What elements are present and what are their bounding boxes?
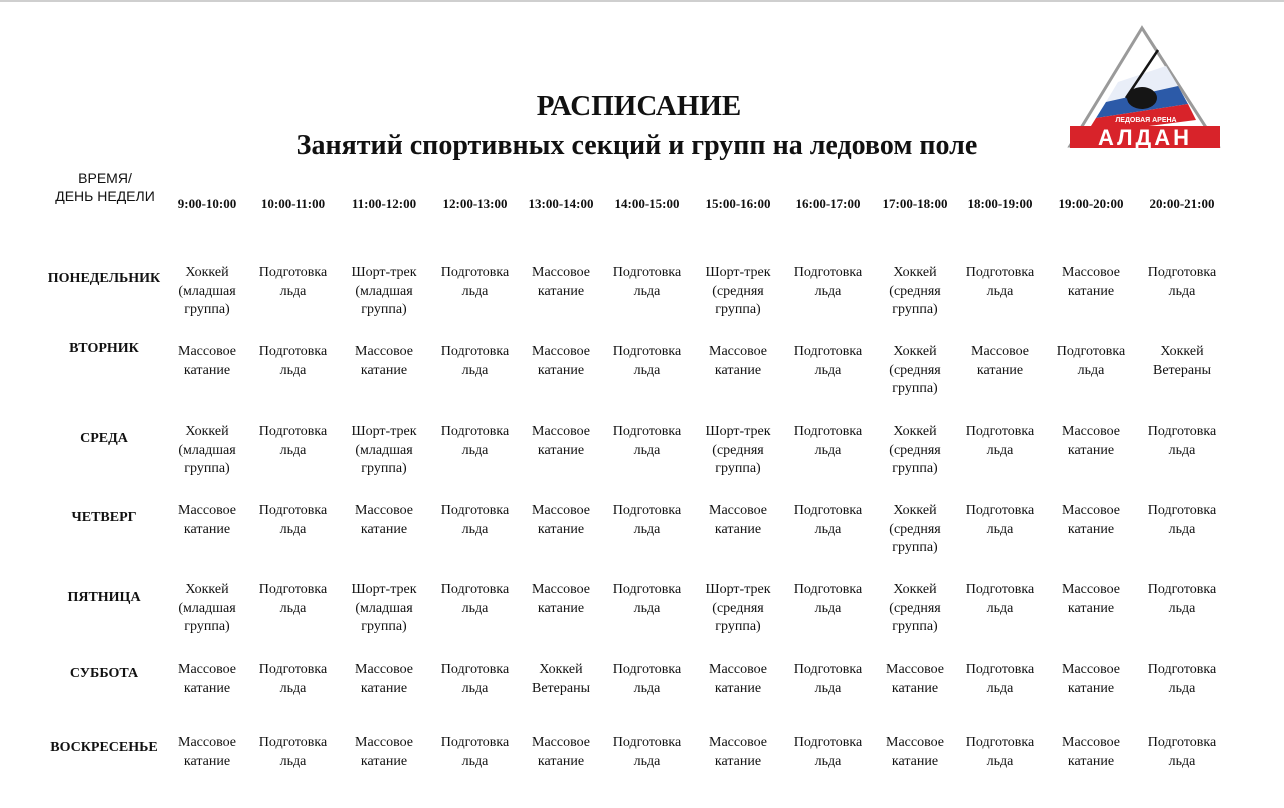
cell-text-line: катание [891,753,939,769]
corner-header [40,169,170,205]
schedule-cell [243,423,343,460]
cell-text-line: Подготовка [440,662,510,677]
page-subtitle: Занятий спортивных секций и групп на ледовом поле [296,130,978,161]
cell-text-line: льда [633,442,661,458]
schedule-cell [425,343,525,380]
schedule-cell [157,734,257,771]
cell-text-line: катание [1067,521,1115,537]
day-label: ЧЕТВЕРГ [71,510,137,525]
cell-text-line: Подготовка [965,662,1035,677]
cell-text-line: группа) [715,302,761,317]
schedule-cell [1041,343,1141,380]
schedule-cell [511,423,611,460]
aldan-arena-logo [1066,24,1224,152]
schedule-cell [597,343,697,380]
schedule-cell [334,581,434,637]
cell-text-line: Подготовка [258,582,328,597]
cell-text-line: льда [1168,753,1196,769]
schedule-cell [243,343,343,380]
cell-text-line: Массовое [1062,503,1120,518]
cell-text-line: Хоккей [893,265,937,280]
cell-text-line: Подготовка [793,735,863,750]
cell-text-line: Массовое [1062,662,1120,677]
time-slot-header: 19:00-20:00 [1058,196,1124,211]
cell-text-line: катание [537,283,585,299]
day-label: ВТОРНИК [69,341,139,356]
cell-text-line: Шорт-трек [705,424,771,439]
cell-text-line: льда [279,283,307,299]
cell-text-line: (средняя [889,283,941,299]
cell-text-line: льда [986,442,1014,458]
cell-text-line: льда [814,680,842,696]
cell-text-line: льда [814,600,842,616]
cell-text-line: Подготовка [965,503,1035,518]
cell-text-line: льда [461,600,489,616]
cell-text-line: Массовое [355,662,413,677]
schedule-cell [597,661,697,698]
schedule-cell [1132,264,1232,301]
cell-text-line: катание [1067,680,1115,696]
time-slot-header: 11:00-12:00 [351,196,417,211]
cell-text-line: Подготовка [612,265,682,280]
day-label: СУББОТА [69,666,139,681]
cell-text-line: Подготовка [1147,582,1217,597]
cell-text-line: Подготовка [965,582,1035,597]
cell-text-line: катание [537,753,585,769]
cell-text-line: (средняя [712,283,764,299]
cell-text-line: катание [360,521,408,537]
cell-text-line: льда [814,283,842,299]
cell-text-line: (средняя [889,362,941,378]
schedule-cell [950,264,1050,301]
schedule-cell [425,734,525,771]
cell-text-line: Подготовка [793,344,863,359]
schedule-cell [597,423,697,460]
schedule-cell [950,423,1050,460]
cell-text-line: Подготовка [965,265,1035,280]
schedule-cell [157,343,257,380]
cell-text-line: Хоккей [185,265,229,280]
day-label: ВОСКРЕСЕНЬЕ [50,740,158,755]
cell-text-line: Массовое [178,662,236,677]
cell-text-line: Хоккей [185,424,229,439]
time-slot-header: 15:00-16:00 [705,196,771,211]
cell-text-line: катание [537,442,585,458]
cell-text-line: (средняя [889,442,941,458]
cell-text-line: Массовое [178,735,236,750]
schedule-cell [511,734,611,771]
cell-text-line: (средняя [712,442,764,458]
time-slot-header: 13:00-14:00 [528,196,594,211]
schedule-cell [157,661,257,698]
cell-text-line: группа) [892,302,938,317]
cell-text-line: Подготовка [1147,424,1217,439]
cell-text-line: Подготовка [612,735,682,750]
cell-text-line: льда [1168,442,1196,458]
schedule-cell [778,343,878,380]
cell-text-line: Массовое [178,344,236,359]
schedule-cell [334,734,434,771]
cell-text-line: катание [537,600,585,616]
schedule-cell [688,423,788,479]
schedule-cell [1041,502,1141,539]
cell-text-line: группа) [892,381,938,396]
cell-text-line: Подготовка [612,344,682,359]
cell-text-line: льда [814,362,842,378]
time-slot-header: 14:00-15:00 [614,196,680,211]
schedule-cell [511,343,611,380]
cell-text-line: Массовое [709,735,767,750]
cell-text-line: Подготовка [1147,503,1217,518]
cell-text-line: (средняя [889,600,941,616]
schedule-cell [1132,734,1232,771]
cell-text-line: льда [461,362,489,378]
schedule-cell [425,502,525,539]
cell-text-line: катание [714,362,762,378]
cell-text-line: Подготовка [1056,344,1126,359]
cell-text-line: группа) [184,619,230,634]
cell-text-line: катание [360,753,408,769]
cell-text-line: льда [986,521,1014,537]
logo-name: АЛДАН [1097,125,1193,150]
cell-text-line: Подготовка [258,424,328,439]
schedule-cell [778,661,878,698]
time-slot-header: 20:00-21:00 [1149,196,1215,211]
schedule-cell [511,502,611,539]
schedule-cell [1041,581,1141,618]
cell-text-line: Подготовка [440,582,510,597]
cell-text-line: катание [1067,600,1115,616]
cell-text-line: льда [633,680,661,696]
cell-text-line: катание [360,680,408,696]
cell-text-line: группа) [184,461,230,476]
cell-text-line: Подготовка [258,265,328,280]
schedule-cell [243,734,343,771]
cell-text-line: Массовое [709,662,767,677]
schedule-cell [688,502,788,539]
cell-text-line: Подготовка [793,424,863,439]
cell-text-line: Массовое [709,503,767,518]
schedule-cell [597,502,697,539]
page-title: РАСПИСАНИЕ [536,90,742,122]
cell-text-line: Подготовка [965,424,1035,439]
cell-text-line: Шорт-трек [351,582,417,597]
cell-text-line: Массовое [1062,424,1120,439]
schedule-cell [778,581,878,618]
schedule-cell [688,343,788,380]
cell-text-line: катание [360,362,408,378]
schedule-cell [511,581,611,618]
cell-text-line: Хоккей [893,582,937,597]
cell-text-line: Хоккей [185,582,229,597]
schedule-cell [1132,423,1232,460]
schedule-cell [334,423,434,479]
cell-text-line: Массовое [532,503,590,518]
schedule-cell [778,264,878,301]
cell-text-line: Хоккей [893,503,937,518]
cell-text-line: Массовое [532,582,590,597]
cell-text-line: льда [461,753,489,769]
cell-text-line: Шорт-трек [705,582,771,597]
cell-text-line: (средняя [889,521,941,537]
cell-text-line: Массовое [532,735,590,750]
cell-text-line: Подготовка [258,344,328,359]
cell-text-line: льда [279,600,307,616]
cell-text-line: Подготовка [258,503,328,518]
schedule-cell [950,502,1050,539]
schedule-cell [243,581,343,618]
cell-text-line: льда [633,362,661,378]
schedule-cell [1041,661,1141,698]
schedule-cell [688,264,788,320]
time-slot-header: 10:00-11:00 [260,196,326,211]
schedule-cell [243,661,343,698]
schedule-cell [334,661,434,698]
cell-text-line: катание [1067,442,1115,458]
cell-text-line: (младшая [178,283,236,299]
cell-text-line: группа) [715,461,761,476]
schedule-cell [334,502,434,539]
cell-text-line: льда [1168,680,1196,696]
cell-text-line: Массовое [532,424,590,439]
cell-text-line: Массовое [886,735,944,750]
cell-text-line: льда [279,521,307,537]
cell-text-line: катание [714,753,762,769]
cell-text-line: Хоккей [893,424,937,439]
cell-text-line: Массовое [1062,265,1120,280]
cell-text-line: льда [633,753,661,769]
cell-text-line: Хоккей [893,344,937,359]
schedule-cell [1132,661,1232,698]
schedule-cell [778,502,878,539]
time-slot-header: 16:00-17:00 [795,196,861,211]
cell-text-line: Подготовка [1147,735,1217,750]
cell-text-line: Подготовка [1147,265,1217,280]
top-border-line [0,0,1284,2]
schedule-cell [597,734,697,771]
schedule-cell [157,581,257,637]
cell-text-line: Подготовка [612,503,682,518]
schedule-cell [1041,423,1141,460]
cell-text-line: группа) [361,302,407,317]
cell-text-line: льда [1077,362,1105,378]
cell-text-line: Подготовка [440,265,510,280]
cell-text-line: льда [986,753,1014,769]
schedule-cell [688,734,788,771]
cell-text-line: Хоккей [1160,344,1204,359]
puck-icon [1127,87,1157,109]
cell-text-line: Подготовка [612,662,682,677]
time-slot-header: 9:00-10:00 [177,196,237,211]
cell-text-line: (младшая [178,442,236,458]
time-slot-header: 12:00-13:00 [442,196,508,211]
cell-text-line: (младшая [355,283,413,299]
schedule-cell [950,581,1050,618]
cell-text-line: Подготовка [258,735,328,750]
schedule-cell [950,661,1050,698]
schedule-cell [511,264,611,301]
cell-text-line: Массовое [355,503,413,518]
cell-text-line: Подготовка [440,344,510,359]
cell-text-line: Подготовка [440,735,510,750]
cell-text-line: Шорт-трек [351,265,417,280]
schedule-cell [688,581,788,637]
cell-text-line: Подготовка [793,662,863,677]
cell-text-line: льда [279,753,307,769]
schedule-cell [950,734,1050,771]
schedule-cell [1041,734,1141,771]
cell-text-line: льда [633,521,661,537]
schedule-cell [950,343,1050,380]
schedule-cell [157,423,257,479]
cell-text-line: группа) [184,302,230,317]
cell-text-line: льда [633,283,661,299]
schedule-cell [334,343,434,380]
schedule-cell [243,502,343,539]
cell-text-line: льда [461,442,489,458]
cell-text-line: группа) [892,540,938,555]
cell-text-line: Подготовка [440,424,510,439]
cell-text-line: Массовое [971,344,1029,359]
cell-text-line: катание [714,521,762,537]
day-label: ПЯТНИЦА [67,590,141,605]
corner-header-day: ДЕНЬ НЕДЕЛИ [55,188,155,204]
cell-text-line: (младшая [178,600,236,616]
cell-text-line: катание [976,362,1024,378]
cell-text-line: Ветераны [1153,362,1211,378]
schedule-cell [425,423,525,460]
cell-text-line: Хоккей [539,662,583,677]
cell-text-line: льда [986,600,1014,616]
cell-text-line: Массовое [532,344,590,359]
cell-text-line: льда [279,442,307,458]
cell-text-line: Массовое [709,344,767,359]
cell-text-line: Массовое [178,503,236,518]
cell-text-line: льда [461,283,489,299]
schedule-cell [778,734,878,771]
cell-text-line: Подготовка [1147,662,1217,677]
cell-text-line: льда [1168,600,1196,616]
schedule-cell [1132,581,1232,618]
cell-text-line: группа) [361,619,407,634]
cell-text-line: льда [633,600,661,616]
schedule-cell [597,581,697,618]
cell-text-line: катание [1067,283,1115,299]
schedule-cell [334,264,434,320]
cell-text-line: (младшая [355,442,413,458]
cell-text-line: льда [1168,283,1196,299]
cell-text-line: катание [537,362,585,378]
cell-text-line: Подготовка [612,582,682,597]
cell-text-line: катание [183,362,231,378]
schedule-cell [425,661,525,698]
schedule-cell [425,264,525,301]
schedule-cell [243,264,343,301]
cell-text-line: группа) [715,619,761,634]
cell-text-line: Массовое [355,344,413,359]
cell-text-line: группа) [361,461,407,476]
cell-text-line: Ветераны [532,680,590,696]
cell-text-line: Массовое [886,662,944,677]
schedule-cell [688,661,788,698]
day-label: СРЕДА [80,431,128,446]
cell-text-line: катание [891,680,939,696]
time-slot-header: 17:00-18:00 [882,196,948,211]
cell-text-line: льда [461,521,489,537]
cell-text-line: льда [1168,521,1196,537]
cell-text-line: Подготовка [965,735,1035,750]
cell-text-line: катание [183,753,231,769]
cell-text-line: группа) [892,619,938,634]
schedule-cell [1041,264,1141,301]
schedule-cell [425,581,525,618]
cell-text-line: Массовое [1062,735,1120,750]
cell-text-line: льда [279,680,307,696]
cell-text-line: катание [714,680,762,696]
schedule-cell [511,661,611,698]
cell-text-line: Подготовка [440,503,510,518]
cell-text-line: группа) [892,461,938,476]
cell-text-line: льда [986,283,1014,299]
cell-text-line: катание [183,680,231,696]
cell-text-line: катание [537,521,585,537]
schedule-cell [1132,343,1232,380]
corner-header-time: ВРЕМЯ/ [78,170,132,186]
cell-text-line: Подготовка [793,503,863,518]
cell-text-line: Массовое [532,265,590,280]
cell-text-line: Массовое [1062,582,1120,597]
cell-text-line: Подготовка [793,265,863,280]
cell-text-line: Массовое [355,735,413,750]
cell-text-line: (младшая [355,600,413,616]
cell-text-line: Подготовка [612,424,682,439]
cell-text-line: Шорт-трек [705,265,771,280]
cell-text-line: катание [183,521,231,537]
day-label: ПОНЕДЕЛЬНИК [47,271,161,286]
cell-text-line: льда [814,753,842,769]
cell-text-line: катание [1067,753,1115,769]
schedule-cell [157,502,257,539]
cell-text-line: льда [814,442,842,458]
cell-text-line: Подготовка [258,662,328,677]
cell-text-line: льда [986,680,1014,696]
time-slot-header: 18:00-19:00 [967,196,1033,211]
cell-text-line: (средняя [712,600,764,616]
cell-text-line: Подготовка [793,582,863,597]
schedule-cell [597,264,697,301]
cell-text-line: льда [461,680,489,696]
cell-text-line: Шорт-трек [351,424,417,439]
schedule-cell [1132,502,1232,539]
cell-text-line: льда [279,362,307,378]
schedule-cell [778,423,878,460]
cell-text-line: льда [814,521,842,537]
schedule-cell [157,264,257,320]
logo-small-text: ЛЕДОВАЯ АРЕНА [1115,117,1177,124]
